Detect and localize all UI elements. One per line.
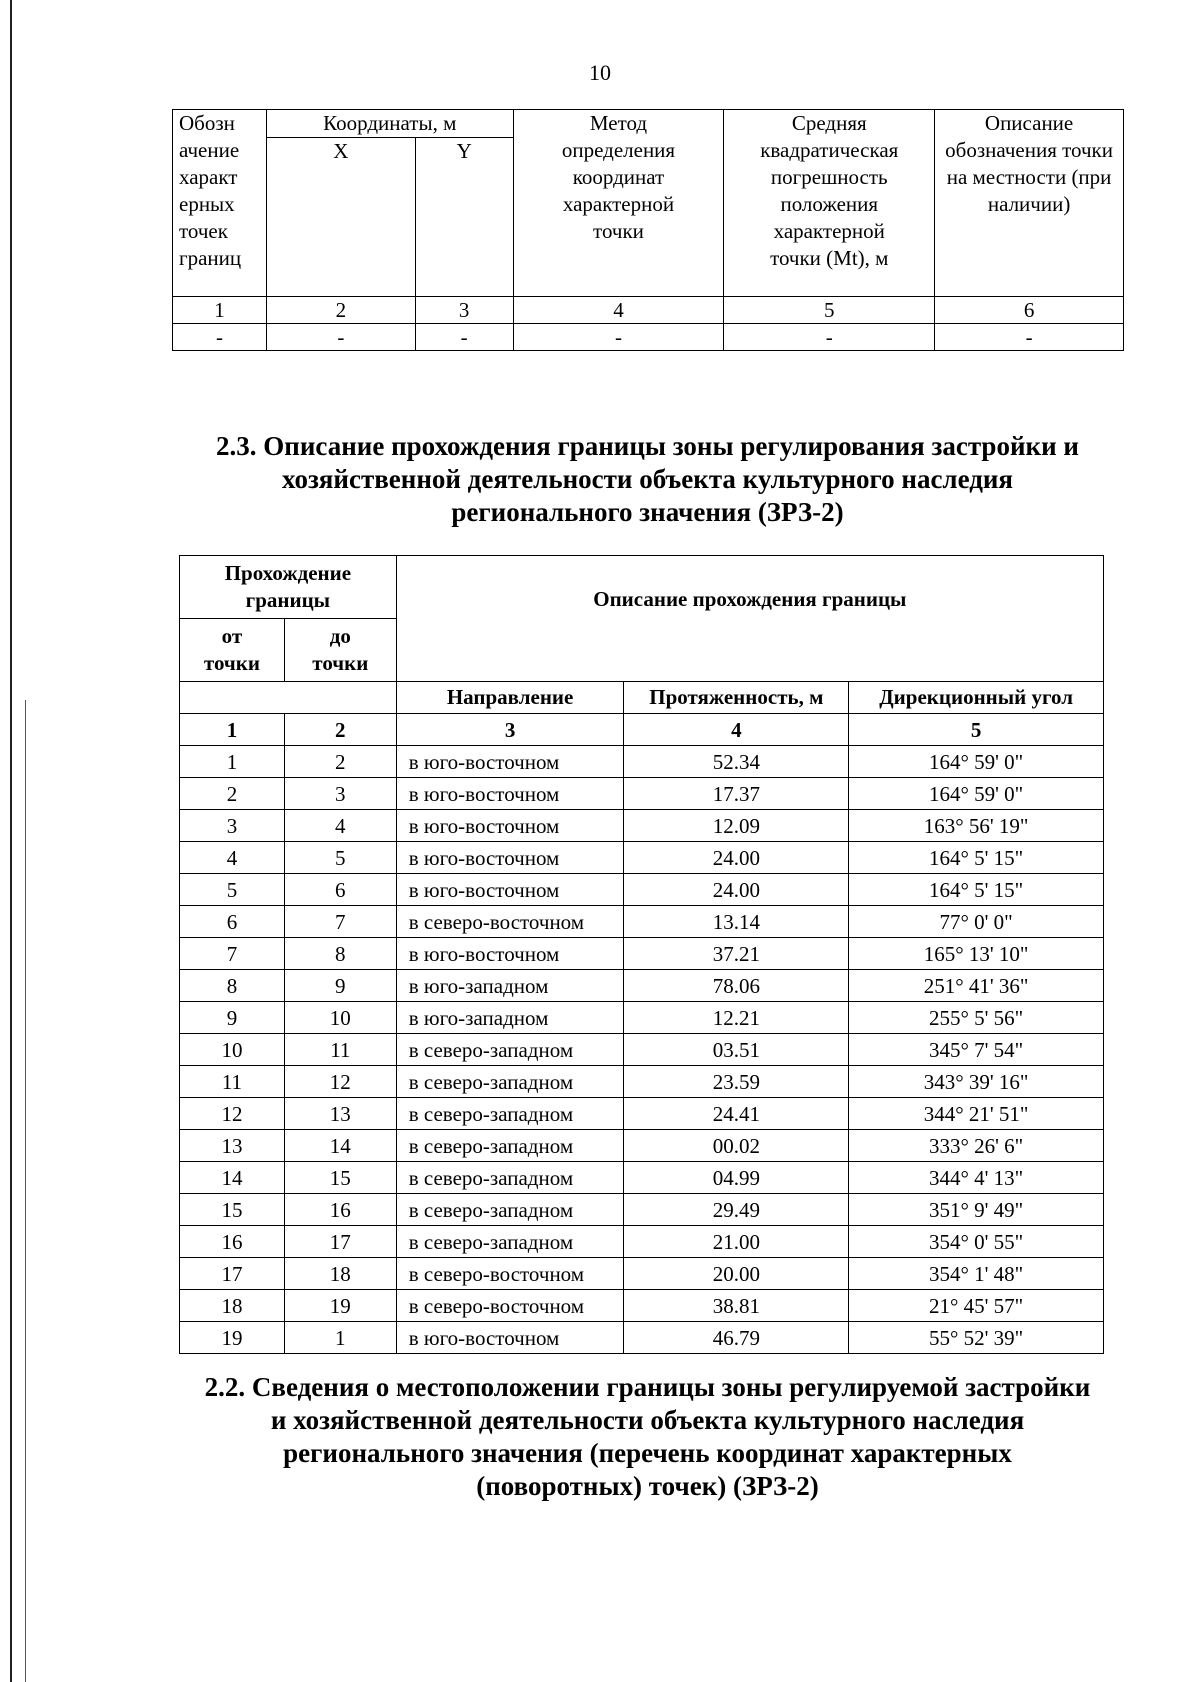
table-row [180, 1002, 1104, 1034]
table-row [180, 938, 1104, 970]
direction-cell: в юго-восточном [396, 810, 624, 842]
to-point-cell: 19 [284, 1290, 396, 1322]
table-row [180, 906, 1104, 938]
empty-cell: - [266, 324, 415, 351]
length-cell: 46.79 [624, 1322, 849, 1354]
from-point-cell: 11 [180, 1066, 285, 1098]
angle-cell: 344° 4' 13" [849, 1162, 1104, 1194]
to-point-cell: 3 [284, 778, 396, 810]
from-point-cell: 7 [180, 938, 285, 970]
header-method: Метод определения координат характерной точки [513, 110, 724, 297]
length-cell: 52.34 [624, 746, 849, 778]
direction-cell: в юго-восточном [396, 778, 624, 810]
length-cell: 23.59 [624, 1066, 849, 1098]
header-designation: Обозн ачение характ ерных точек границ [173, 110, 267, 297]
table-row [180, 778, 1104, 810]
page-edge-line [10, 0, 12, 1682]
header-direction: Направление [396, 682, 624, 714]
length-cell: 20.00 [624, 1258, 849, 1290]
direction-cell: в юго-восточном [396, 746, 624, 778]
col-number: 1 [180, 714, 285, 746]
table-row [180, 1194, 1104, 1226]
angle-cell: 344° 21' 51" [849, 1098, 1104, 1130]
direction-cell: в юго-восточном [396, 938, 624, 970]
from-point-cell: 2 [180, 778, 285, 810]
angle-cell: 77° 0' 0" [849, 906, 1104, 938]
from-point-cell: 13 [180, 1130, 285, 1162]
header-angle: Дирекционный угол [849, 682, 1104, 714]
section-2-2-title: 2.2. Сведения о местоположении границы зоны регулируемой застройки и хозяйственной деятельности объекта культурного наследия регионального значения (перечень координат характерных (поворотных) точек) (ЗРЗ-2) [204, 1372, 1091, 1501]
angle-cell: 165° 13' 10" [849, 938, 1104, 970]
page-edge-line-inner [25, 700, 26, 1682]
header-to-point: до точки [284, 619, 396, 682]
direction-cell: в северо-западном [396, 1034, 624, 1066]
direction-cell: в юго-восточном [396, 874, 624, 906]
from-point-cell: 8 [180, 970, 285, 1002]
section-2-3-title: 2.3. Описание прохождения границы зоны регулирования застройки и хозяйственной деятельности объекта культурного наследия регионального значения (ЗРЗ-2) [216, 431, 1079, 527]
col-number: 3 [396, 714, 624, 746]
to-point-cell: 11 [284, 1034, 396, 1066]
length-cell: 29.49 [624, 1194, 849, 1226]
to-point-cell: 17 [284, 1226, 396, 1258]
to-point-cell: 8 [284, 938, 396, 970]
direction-cell: в северо-западном [396, 1162, 624, 1194]
length-cell: 38.81 [624, 1290, 849, 1322]
direction-cell: в северо-западном [396, 1194, 624, 1226]
table-row [180, 970, 1104, 1002]
direction-cell: в юго-восточном [396, 842, 624, 874]
angle-cell: 21° 45' 57" [849, 1290, 1104, 1322]
empty-data-row [173, 324, 1124, 351]
empty-cell: - [935, 324, 1124, 351]
to-point-cell: 7 [284, 906, 396, 938]
length-cell: 78.06 [624, 970, 849, 1002]
table-row [180, 746, 1104, 778]
length-cell: 24.00 [624, 874, 849, 906]
to-point-cell: 14 [284, 1130, 396, 1162]
length-cell: 13.14 [624, 906, 849, 938]
col-number: 4 [624, 714, 849, 746]
to-point-cell: 12 [284, 1066, 396, 1098]
column-number-row [173, 297, 1124, 324]
to-point-cell: 4 [284, 810, 396, 842]
page-number: 10 [589, 60, 611, 85]
from-point-cell: 10 [180, 1034, 285, 1066]
to-point-cell: 16 [284, 1194, 396, 1226]
to-point-cell: 13 [284, 1098, 396, 1130]
header-length: Протяженность, м [624, 682, 849, 714]
col-number: 1 [173, 297, 267, 324]
direction-cell: в юго-западном [396, 970, 624, 1002]
col-number: 2 [266, 297, 415, 324]
length-cell: 00.02 [624, 1130, 849, 1162]
angle-cell: 354° 1' 48" [849, 1258, 1104, 1290]
table-row [180, 1226, 1104, 1258]
header-description: Описание прохождения границы [396, 556, 1103, 682]
angle-cell: 354° 0' 55" [849, 1226, 1104, 1258]
angle-cell: 255° 5' 56" [849, 1002, 1104, 1034]
col-number: 4 [513, 297, 724, 324]
length-cell: 17.37 [624, 778, 849, 810]
table-row [180, 842, 1104, 874]
coordinates-table [172, 109, 1124, 351]
from-point-cell: 16 [180, 1226, 285, 1258]
length-cell: 37.21 [624, 938, 849, 970]
col-number: 5 [849, 714, 1104, 746]
angle-cell: 163° 56' 19" [849, 810, 1104, 842]
direction-cell: в северо-западном [396, 1098, 624, 1130]
table-row [180, 810, 1104, 842]
from-point-cell: 1 [180, 746, 285, 778]
direction-cell: в северо-западном [396, 1226, 624, 1258]
to-point-cell: 18 [284, 1258, 396, 1290]
angle-cell: 343° 39' 16" [849, 1066, 1104, 1098]
from-point-cell: 6 [180, 906, 285, 938]
angle-cell: 164° 59' 0" [849, 778, 1104, 810]
direction-cell: в северо-восточном [396, 906, 624, 938]
to-point-cell: 5 [284, 842, 396, 874]
to-point-cell: 1 [284, 1322, 396, 1354]
angle-cell: 333° 26' 6" [849, 1130, 1104, 1162]
direction-cell: в юго-западном [396, 1002, 624, 1034]
empty-cell: - [513, 324, 724, 351]
length-cell: 24.41 [624, 1098, 849, 1130]
table-row [180, 1322, 1104, 1354]
angle-cell: 345° 7' 54" [849, 1034, 1104, 1066]
direction-cell: в юго-восточном [396, 1322, 624, 1354]
length-cell: 12.21 [624, 1002, 849, 1034]
col-number: 2 [284, 714, 396, 746]
table-row [180, 874, 1104, 906]
from-point-cell: 17 [180, 1258, 285, 1290]
from-point-cell: 4 [180, 842, 285, 874]
angle-cell: 55° 52' 39" [849, 1322, 1104, 1354]
length-cell: 04.99 [624, 1162, 849, 1194]
from-point-cell: 5 [180, 874, 285, 906]
header-coordinates: Координаты, м [266, 110, 513, 138]
col-number: 5 [724, 297, 935, 324]
from-point-cell: 19 [180, 1322, 285, 1354]
from-point-cell: 15 [180, 1194, 285, 1226]
angle-cell: 351° 9' 49" [849, 1194, 1104, 1226]
header-from-point: от точки [180, 619, 285, 682]
to-point-cell: 9 [284, 970, 396, 1002]
header-x: X [266, 138, 415, 297]
header-description: Описание обозначения точки на местности (при наличии) [935, 110, 1124, 297]
from-point-cell: 12 [180, 1098, 285, 1130]
direction-cell: в северо-восточном [396, 1290, 624, 1322]
length-cell: 21.00 [624, 1226, 849, 1258]
empty-cell: - [724, 324, 935, 351]
table-row [180, 1130, 1104, 1162]
direction-cell: в северо-западном [396, 1130, 624, 1162]
to-point-cell: 6 [284, 874, 396, 906]
angle-cell: 164° 5' 15" [849, 842, 1104, 874]
boundary-description-table [179, 555, 1104, 1354]
angle-cell: 164° 5' 15" [849, 874, 1104, 906]
col-number: 6 [935, 297, 1124, 324]
table-row [180, 1162, 1104, 1194]
table-row [180, 1066, 1104, 1098]
angle-cell: 164° 59' 0" [849, 746, 1104, 778]
table-row [180, 1290, 1104, 1322]
table-row [180, 1258, 1104, 1290]
header-passage: Прохождение границы [180, 556, 397, 619]
length-cell: 03.51 [624, 1034, 849, 1066]
from-point-cell: 9 [180, 1002, 285, 1034]
table-row [180, 1034, 1104, 1066]
from-point-cell: 3 [180, 810, 285, 842]
col-number: 3 [415, 297, 513, 324]
empty-cell: - [415, 324, 513, 351]
direction-cell: в северо-западном [396, 1066, 624, 1098]
column-number-row [180, 714, 1104, 746]
direction-cell: в северо-восточном [396, 1258, 624, 1290]
empty-cell: - [173, 324, 267, 351]
angle-cell: 251° 41' 36" [849, 970, 1104, 1002]
to-point-cell: 15 [284, 1162, 396, 1194]
table-row [180, 1098, 1104, 1130]
from-point-cell: 18 [180, 1290, 285, 1322]
header-y: Y [415, 138, 513, 297]
length-cell: 12.09 [624, 810, 849, 842]
to-point-cell: 2 [284, 746, 396, 778]
to-point-cell: 10 [284, 1002, 396, 1034]
length-cell: 24.00 [624, 842, 849, 874]
header-error: Средняя квадратическая погрешность положения характерной точки (Mt), м [724, 110, 935, 297]
from-point-cell: 14 [180, 1162, 285, 1194]
